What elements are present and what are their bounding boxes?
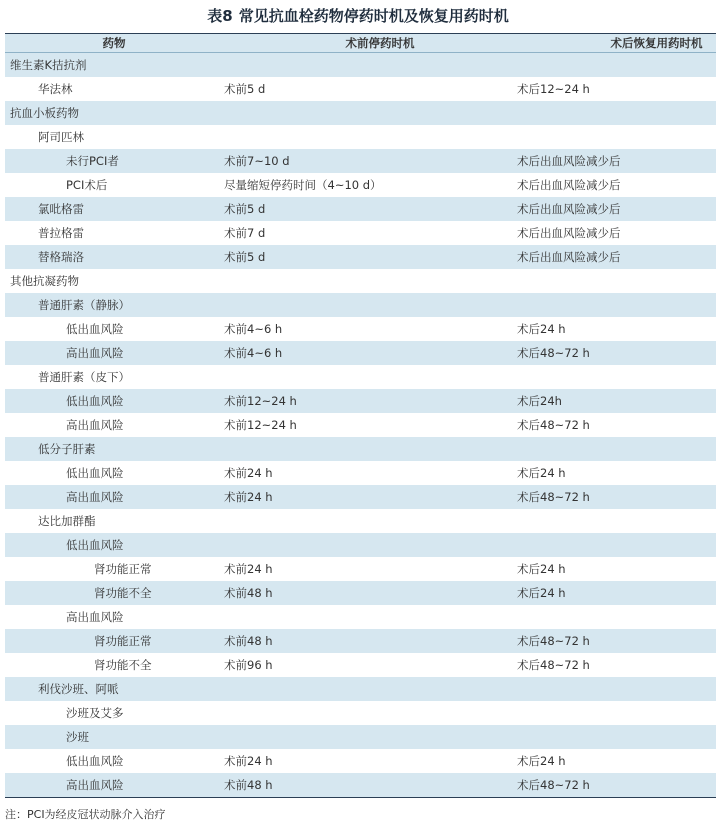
table-row [5, 461, 716, 485]
table-row [5, 413, 716, 437]
table-row [5, 509, 716, 533]
postop-resume-cell [517, 725, 716, 749]
postop-resume-cell: 术后24 h [517, 562, 566, 576]
preop-stop-cell [223, 293, 517, 317]
postop-resume-cell: 术后出血风险减少后 [517, 202, 621, 216]
drug-cell: 维生素K拮抗剂 [10, 58, 87, 72]
header-drug: 药物 [102, 36, 126, 50]
preop-stop-cell: 术前12~24 h [224, 418, 297, 432]
preop-stop-cell [223, 53, 517, 77]
postop-resume-cell: 术后出血风险减少后 [517, 250, 621, 264]
table-row [5, 581, 716, 605]
postop-resume-cell [517, 53, 716, 77]
preop-stop-cell [223, 725, 517, 749]
postop-resume-cell [517, 365, 716, 389]
preop-stop-cell [223, 509, 517, 533]
postop-resume-cell: 术后24 h [517, 466, 566, 480]
table-row [5, 269, 716, 293]
drug-cell: 沙班 [66, 730, 89, 744]
drug-cell: 替格瑞洛 [38, 250, 84, 264]
postop-resume-cell: 术后24 h [517, 754, 566, 768]
preop-stop-cell: 术前7~10 d [224, 154, 290, 168]
postop-resume-cell: 术后出血风险减少后 [517, 226, 621, 240]
drug-cell: 未行PCI者 [66, 154, 119, 168]
table-body [5, 53, 716, 797]
postop-resume-cell [517, 125, 716, 149]
preop-stop-cell: 术前5 d [224, 250, 266, 264]
preop-stop-cell [223, 125, 517, 149]
postop-resume-cell: 术后48~72 h [517, 658, 590, 672]
drug-cell: 普拉格雷 [38, 226, 84, 240]
preop-stop-cell: 术前4~6 h [224, 346, 283, 360]
table-row [5, 629, 716, 653]
drug-cell: PCI术后 [66, 178, 108, 192]
table-row [5, 53, 716, 77]
header-postop-resume: 术后恢复用药时机 [610, 36, 703, 50]
header-preop-stop: 术前停药时机 [345, 36, 415, 50]
postop-resume-cell: 术后出血风险减少后 [517, 154, 621, 168]
postop-resume-cell: 术后24 h [517, 322, 566, 336]
drug-cell: 低出血风险 [66, 394, 124, 408]
table-row [5, 197, 716, 221]
postop-resume-cell: 术后48~72 h [517, 634, 590, 648]
table-row [5, 701, 716, 725]
drug-cell: 抗血小板药物 [10, 106, 79, 120]
table-title-text: 常见抗血栓药物停药时机及恢复用药时机 [238, 7, 509, 25]
drug-cell: 肾功能不全 [94, 586, 152, 600]
drug-cell: 肾功能正常 [94, 634, 152, 648]
preop-stop-cell [223, 365, 517, 389]
drug-cell: 其他抗凝药物 [10, 274, 79, 288]
preop-stop-cell: 术前4~6 h [224, 322, 283, 336]
drug-cell: 达比加群酯 [38, 514, 96, 528]
preop-stop-cell: 术前5 d [224, 82, 266, 96]
table-row [5, 749, 716, 773]
preop-stop-cell: 术前24 h [224, 754, 273, 768]
table-title [0, 0, 716, 32]
drug-cell: 阿司匹林 [38, 130, 84, 144]
drug-cell: 低出血风险 [66, 466, 124, 480]
preop-stop-cell [223, 677, 517, 701]
preop-stop-cell [223, 269, 517, 293]
drug-cell: 高出血风险 [66, 346, 124, 360]
drug-cell: 肾功能不全 [94, 658, 152, 672]
postop-resume-cell: 术后24 h [517, 586, 566, 600]
table-row [5, 389, 716, 413]
postop-resume-cell: 术后48~72 h [517, 346, 590, 360]
postop-resume-cell: 术后48~72 h [517, 778, 590, 792]
preop-stop-cell: 尽量缩短停药时间（4~10 d） [224, 178, 382, 192]
table-row [5, 677, 716, 701]
table-footnote: 注：PCI为经皮冠状动脉介入治疗 [5, 808, 166, 821]
table-row [5, 533, 716, 557]
table-row [5, 557, 716, 581]
drug-table [5, 33, 716, 798]
table-row [5, 365, 716, 389]
drug-cell: 低出血风险 [66, 754, 124, 768]
preop-stop-cell: 术前7 d [224, 226, 266, 240]
table-row [5, 653, 716, 677]
postop-resume-cell: 术后12~24 h [517, 82, 590, 96]
table-row [5, 101, 716, 125]
preop-stop-cell: 术前96 h [224, 658, 273, 672]
drug-cell: 高出血风险 [66, 418, 124, 432]
drug-cell: 低出血风险 [66, 538, 124, 552]
preop-stop-cell [223, 101, 517, 125]
postop-resume-cell [517, 701, 716, 725]
postop-resume-cell [517, 677, 716, 701]
preop-stop-cell: 术前24 h [224, 466, 273, 480]
table-row [5, 605, 716, 629]
drug-cell: 低出血风险 [66, 322, 124, 336]
table-row [5, 773, 716, 797]
preop-stop-cell: 术前24 h [224, 490, 273, 504]
drug-cell: 氯吡格雷 [38, 202, 84, 216]
preop-stop-cell [223, 437, 517, 461]
postop-resume-cell: 术后48~72 h [517, 490, 590, 504]
table-row [5, 725, 716, 749]
postop-resume-cell [517, 101, 716, 125]
preop-stop-cell [223, 701, 517, 725]
preop-stop-cell: 术前48 h [224, 778, 273, 792]
preop-stop-cell [223, 533, 517, 557]
postop-resume-cell [517, 269, 716, 293]
drug-cell: 利伐沙班、阿哌 [38, 682, 119, 696]
drug-cell: 普通肝素（皮下） [38, 370, 130, 384]
table-row [5, 485, 716, 509]
table-row [5, 437, 716, 461]
table-header-row [5, 34, 716, 53]
preop-stop-cell: 术前12~24 h [224, 394, 297, 408]
preop-stop-cell: 术前48 h [224, 634, 273, 648]
drug-cell: 高出血风险 [66, 778, 124, 792]
table-row [5, 125, 716, 149]
postop-resume-cell [517, 605, 716, 629]
table-row [5, 149, 716, 173]
table-row [5, 221, 716, 245]
table-row [5, 293, 716, 317]
postop-resume-cell: 术后48~72 h [517, 418, 590, 432]
postop-resume-cell [517, 533, 716, 557]
table-row [5, 341, 716, 365]
table-row [5, 245, 716, 269]
postop-resume-cell: 术后24h [517, 394, 562, 408]
preop-stop-cell: 术前48 h [224, 586, 273, 600]
preop-stop-cell [223, 605, 517, 629]
table-row [5, 317, 716, 341]
drug-cell: 高出血风险 [66, 610, 124, 624]
table-row [5, 77, 716, 101]
drug-cell: 沙班及艾多 [66, 706, 124, 720]
drug-cell: 肾功能正常 [94, 562, 152, 576]
drug-cell: 普通肝素（静脉） [38, 298, 130, 312]
drug-cell: 低分子肝素 [38, 442, 96, 456]
drug-cell: 华法林 [38, 82, 73, 96]
postop-resume-cell [517, 437, 716, 461]
postop-resume-cell: 术后出血风险减少后 [517, 178, 621, 192]
table-row [5, 173, 716, 197]
preop-stop-cell: 术前5 d [224, 202, 266, 216]
postop-resume-cell [517, 509, 716, 533]
table-number: 表8 [207, 7, 233, 25]
postop-resume-cell [517, 293, 716, 317]
preop-stop-cell: 术前24 h [224, 562, 273, 576]
drug-cell: 高出血风险 [66, 490, 124, 504]
